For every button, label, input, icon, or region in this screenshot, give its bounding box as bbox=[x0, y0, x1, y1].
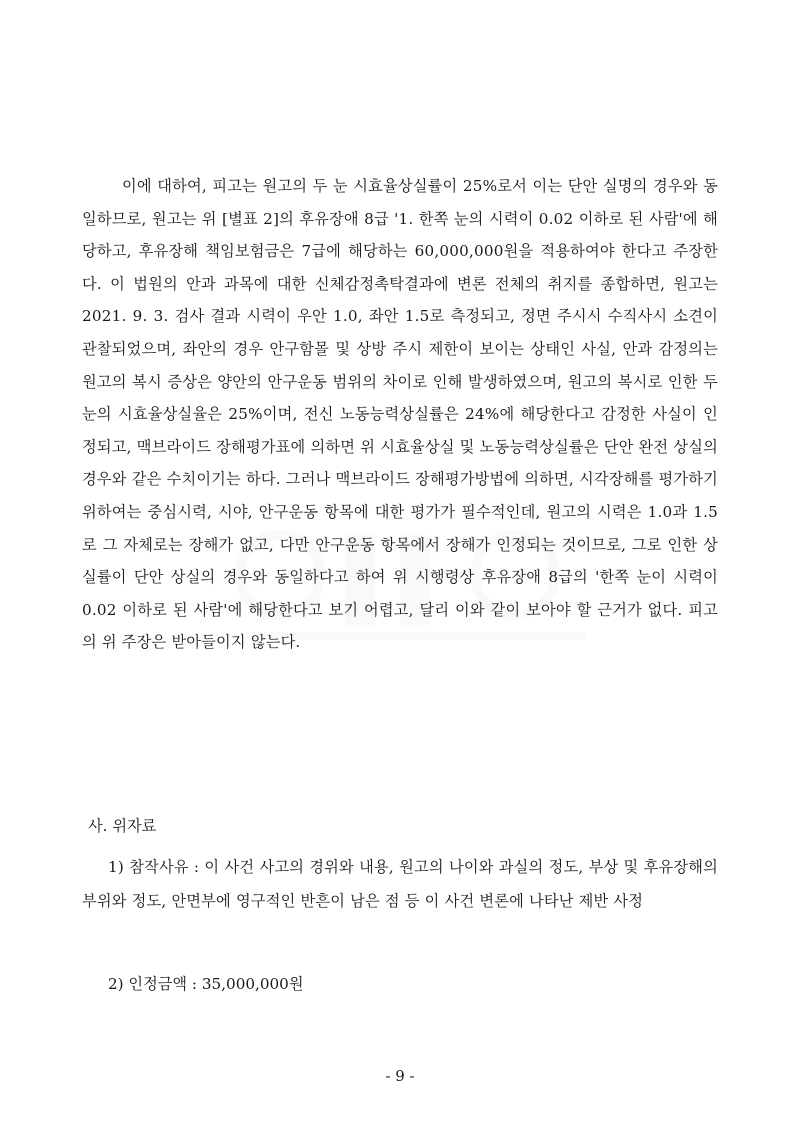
list-item-recognized-amount: 2) 인정금액 : 35,000,000원 bbox=[108, 975, 304, 993]
page-number: - 9 - bbox=[385, 1067, 415, 1085]
section-heading: 사. 위자료 bbox=[88, 817, 157, 835]
body-paragraph: 이에 대하여, 피고는 원고의 두 눈 시효율상실률이 25%로서 이는 단안 실명의 경우와 동일하므로, 원고는 위 [별표 2]의 후유장애 8급 '1. 한쪽 눈의 시력이 0.02 이하로 된 사람'에 해당하고, 후유장해 책임보험금은 7급에 해당하는 60,000,000원을 적용하여야 한다고 주장한다. 이 법원의 안과 과목에 대한 신체감정촉탁결과에 변론 전체의 취지를 종합하면, 원고는 2021. 9. 3. 검사 결과 시력이 우안 1.0, 좌안 1.5로 측정되고, 정면 주시시 수직사시 소견이 관찰되었으며, 좌안의 경우 안구함몰 및 상방 주시 제한이 보이는 상태인 사실, 안과 감정의는 원고의 복시 증상은 양안의 안구운동 범위의 차이로 인해 발생하였으며, 원고의 복시로 인한 두 눈의 시효율상실율은 25%이며, 전신 노동능력상실률은 24%에 해당한다고 감정한 사실이 인정되고, 맥브라이드 장해평가표에 의하면 위 시효율상실 및 노동능력상실률은 단안 완전 상실의 경우와 같은 수치이기는 하다. 그러나 맥브라이드 장해평가방법에 의하면, 시각장해를 평가하기 위하여는 중심시력, 시야, 안구운동 항목에 대한 평가가 필수적인데, 원고의 시력은 1.0과 1.5로 그 자체로는 장해가 없고, 다만 안구운동 항목에서 장해가 인정되는 것이므로, 그로 인한 상실률이 단안 상실의 경우와 동일하다고 하여 위 시행령상 후유장애 8급의 '한쪽 눈이 시력이 0.02 이하로 된 사람'에 해당한다고 보기 어렵고, 달리 이와 같이 보아야 할 근거가 없다. 피고의 위 주장은 받아들이지 않는다. bbox=[82, 177, 718, 652]
list-item-consideration-factors: 1) 참작사유 : 이 사건 사고의 경위와 내용, 원고의 나이와 과실의 정도, 부상 및 후유장해의 부위와 정도, 안면부에 영구적인 반흔이 남은 점 등 이 사건 변론에 나타난 제반 사정 bbox=[82, 858, 718, 910]
